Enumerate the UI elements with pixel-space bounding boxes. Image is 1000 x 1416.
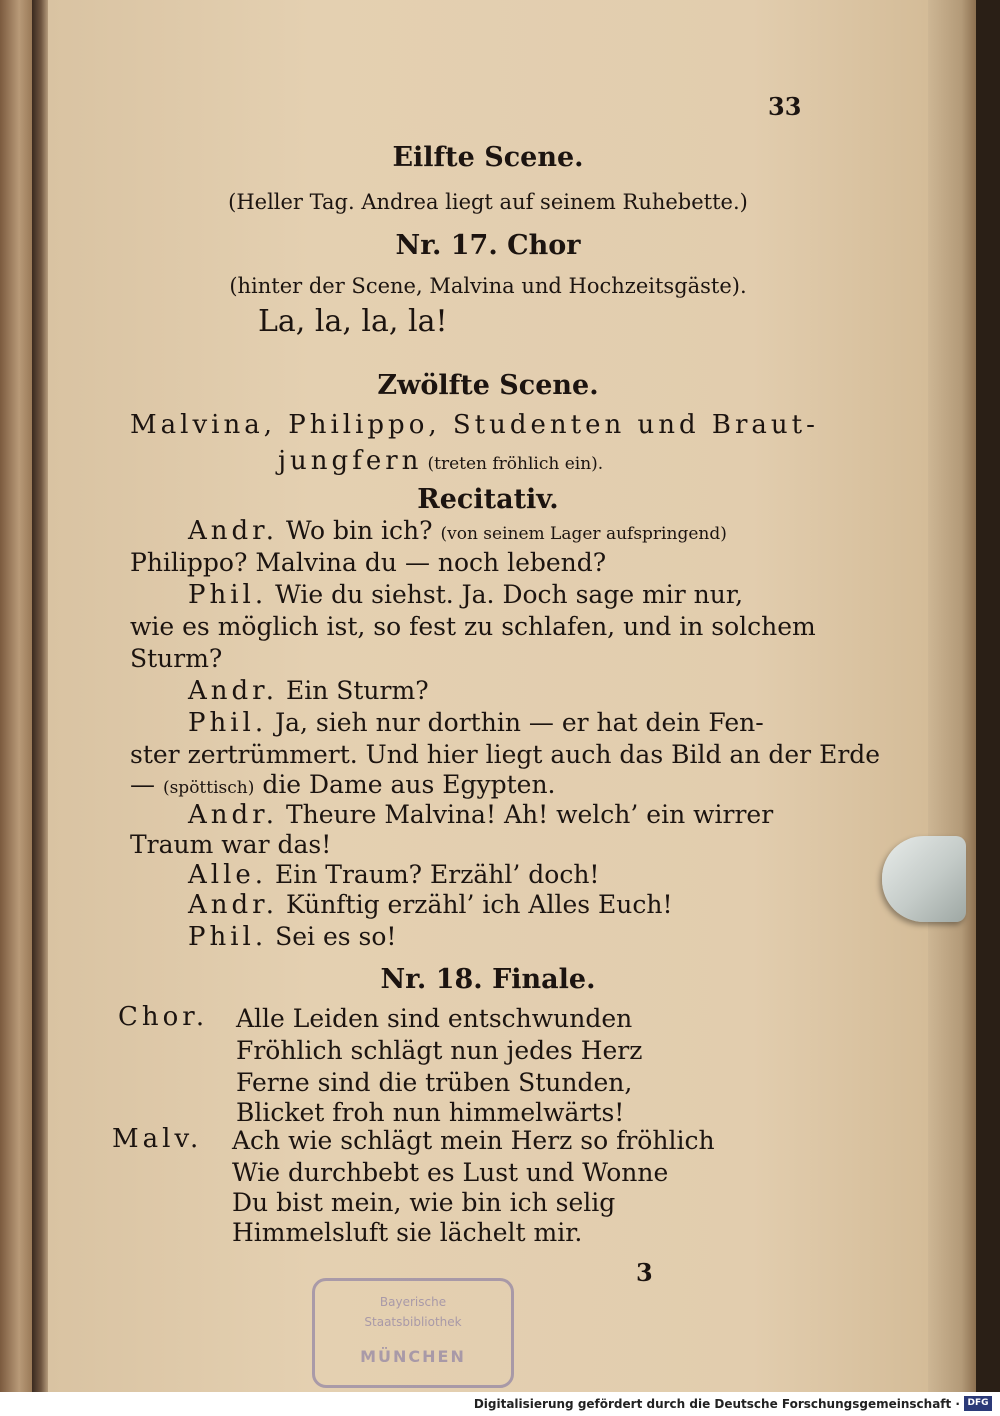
speaker-label: Andr.: [188, 516, 279, 546]
library-stamp: [312, 1278, 514, 1388]
line-phil-1: [188, 580, 743, 610]
scan-border: [976, 0, 1000, 1392]
spoken-text: die Dame aus Egypten.: [262, 770, 556, 799]
la-line: La, la, la, la!: [258, 304, 448, 339]
line-2: Philippo? Malvina du — noch lebend?: [130, 548, 607, 577]
spoken-text: Ja, sieh nur dorthin — er hat dein Fen-: [275, 708, 764, 737]
chor-label: Chor.: [118, 1002, 209, 1032]
chor-line: Fröhlich schlägt nun jedes Herz: [236, 1036, 643, 1065]
stamp-line-1: Bayerische: [379, 1295, 447, 1309]
line-andr-3: [188, 800, 773, 830]
cast-line-2-stage: (treten fröhlich ein).: [427, 454, 604, 474]
malv-line: Himmelsluft sie lächelt mir.: [232, 1218, 583, 1247]
line-11: Traum war das!: [130, 830, 332, 859]
number-17-stage-direction: (hinter der Scene, Malvina und Hochzeitsgäste).: [229, 274, 747, 298]
chor-line: Alle Leiden sind entschwunden: [236, 1004, 633, 1033]
paper-clip: [882, 836, 966, 922]
speaker-label: Phil.: [188, 580, 268, 610]
page-number: 33: [768, 92, 802, 121]
malv-label: Malv.: [112, 1124, 203, 1154]
stamp-line-3: MÜNCHEN: [360, 1347, 466, 1366]
spoken-text: Ein Traum? Erzähl’ doch!: [275, 860, 600, 889]
scene-11-stage-direction: (Heller Tag. Andrea liegt auf seinem Ruhebette.): [228, 190, 748, 214]
spoken-text: Künftig erzähl’ ich Alles Euch!: [285, 890, 673, 919]
cast-line-2-text: jungfern: [278, 446, 423, 476]
line-phil-3: [188, 922, 396, 952]
malv-line: Du bist mein, wie bin ich selig: [232, 1188, 616, 1217]
number-17-heading: Nr. 17. Chor: [395, 230, 581, 261]
line-5: Sturm?: [130, 644, 223, 673]
speaker-label: Andr.: [188, 676, 279, 706]
number-18-heading: Nr. 18. Finale.: [380, 964, 596, 995]
line-andr-4: [188, 890, 673, 920]
chor-line: Ferne sind die trüben Stunden,: [236, 1068, 633, 1097]
malv-line: Ach wie schlägt mein Herz so fröhlich: [232, 1126, 715, 1155]
spoken-text: Wo bin ich?: [285, 516, 433, 545]
dash: —: [130, 770, 155, 799]
speaker-label: Andr.: [188, 800, 279, 830]
line-8: ster zertrümmert. Und hier liegt auch das Bild an der Erde: [130, 740, 881, 769]
cast-line-1: Malvina, Philippo, Studenten und Braut-: [130, 410, 819, 440]
scene-11-title: Eilfte Scene.: [392, 142, 584, 173]
footer-credit: Digitalisierung gefördert durch die Deutsche Forschungsgemeinschaft ·: [473, 1397, 960, 1411]
speaker-label: Alle.: [188, 860, 268, 890]
line-alle: [188, 860, 599, 890]
malv-line: Wie durchbebt es Lust und Wonne: [232, 1158, 669, 1187]
stage-direction: (spöttisch): [162, 778, 255, 798]
signature-mark: 3: [636, 1258, 653, 1287]
right-page-edge: [928, 0, 976, 1392]
speaker-label: Phil.: [188, 708, 268, 738]
spoken-text: Ein Sturm?: [285, 676, 429, 705]
speaker-label: Andr.: [188, 890, 279, 920]
cast-line-2: [278, 446, 603, 476]
dfg-logo: DFG: [964, 1396, 992, 1411]
chor-line: Blicket froh nun himmelwärts!: [236, 1098, 625, 1127]
spoken-text: Wie du siehst. Ja. Doch sage mir nur,: [275, 580, 744, 609]
stage-direction: (von seinem Lager aufspringend): [440, 524, 727, 544]
spoken-text: Theure Malvina! Ah! welch’ ein wirrer: [285, 800, 774, 829]
recitativ-heading: Recitativ.: [417, 484, 559, 515]
scene-12-title: Zwölfte Scene.: [377, 370, 599, 401]
left-page-edge: [0, 0, 32, 1392]
line-phil-2: [188, 708, 764, 738]
stamp-line-2: Staatsbibliothek: [364, 1315, 462, 1329]
line-9: [130, 770, 556, 799]
spoken-text: Sei es so!: [275, 922, 397, 951]
footer-bar: [0, 1392, 1000, 1416]
line-andr-2: [188, 676, 429, 706]
line-andr-1: [188, 516, 727, 546]
speaker-label: Phil.: [188, 922, 268, 952]
line-4: wie es möglich ist, so fest zu schlafen, und in solchem: [130, 612, 816, 641]
